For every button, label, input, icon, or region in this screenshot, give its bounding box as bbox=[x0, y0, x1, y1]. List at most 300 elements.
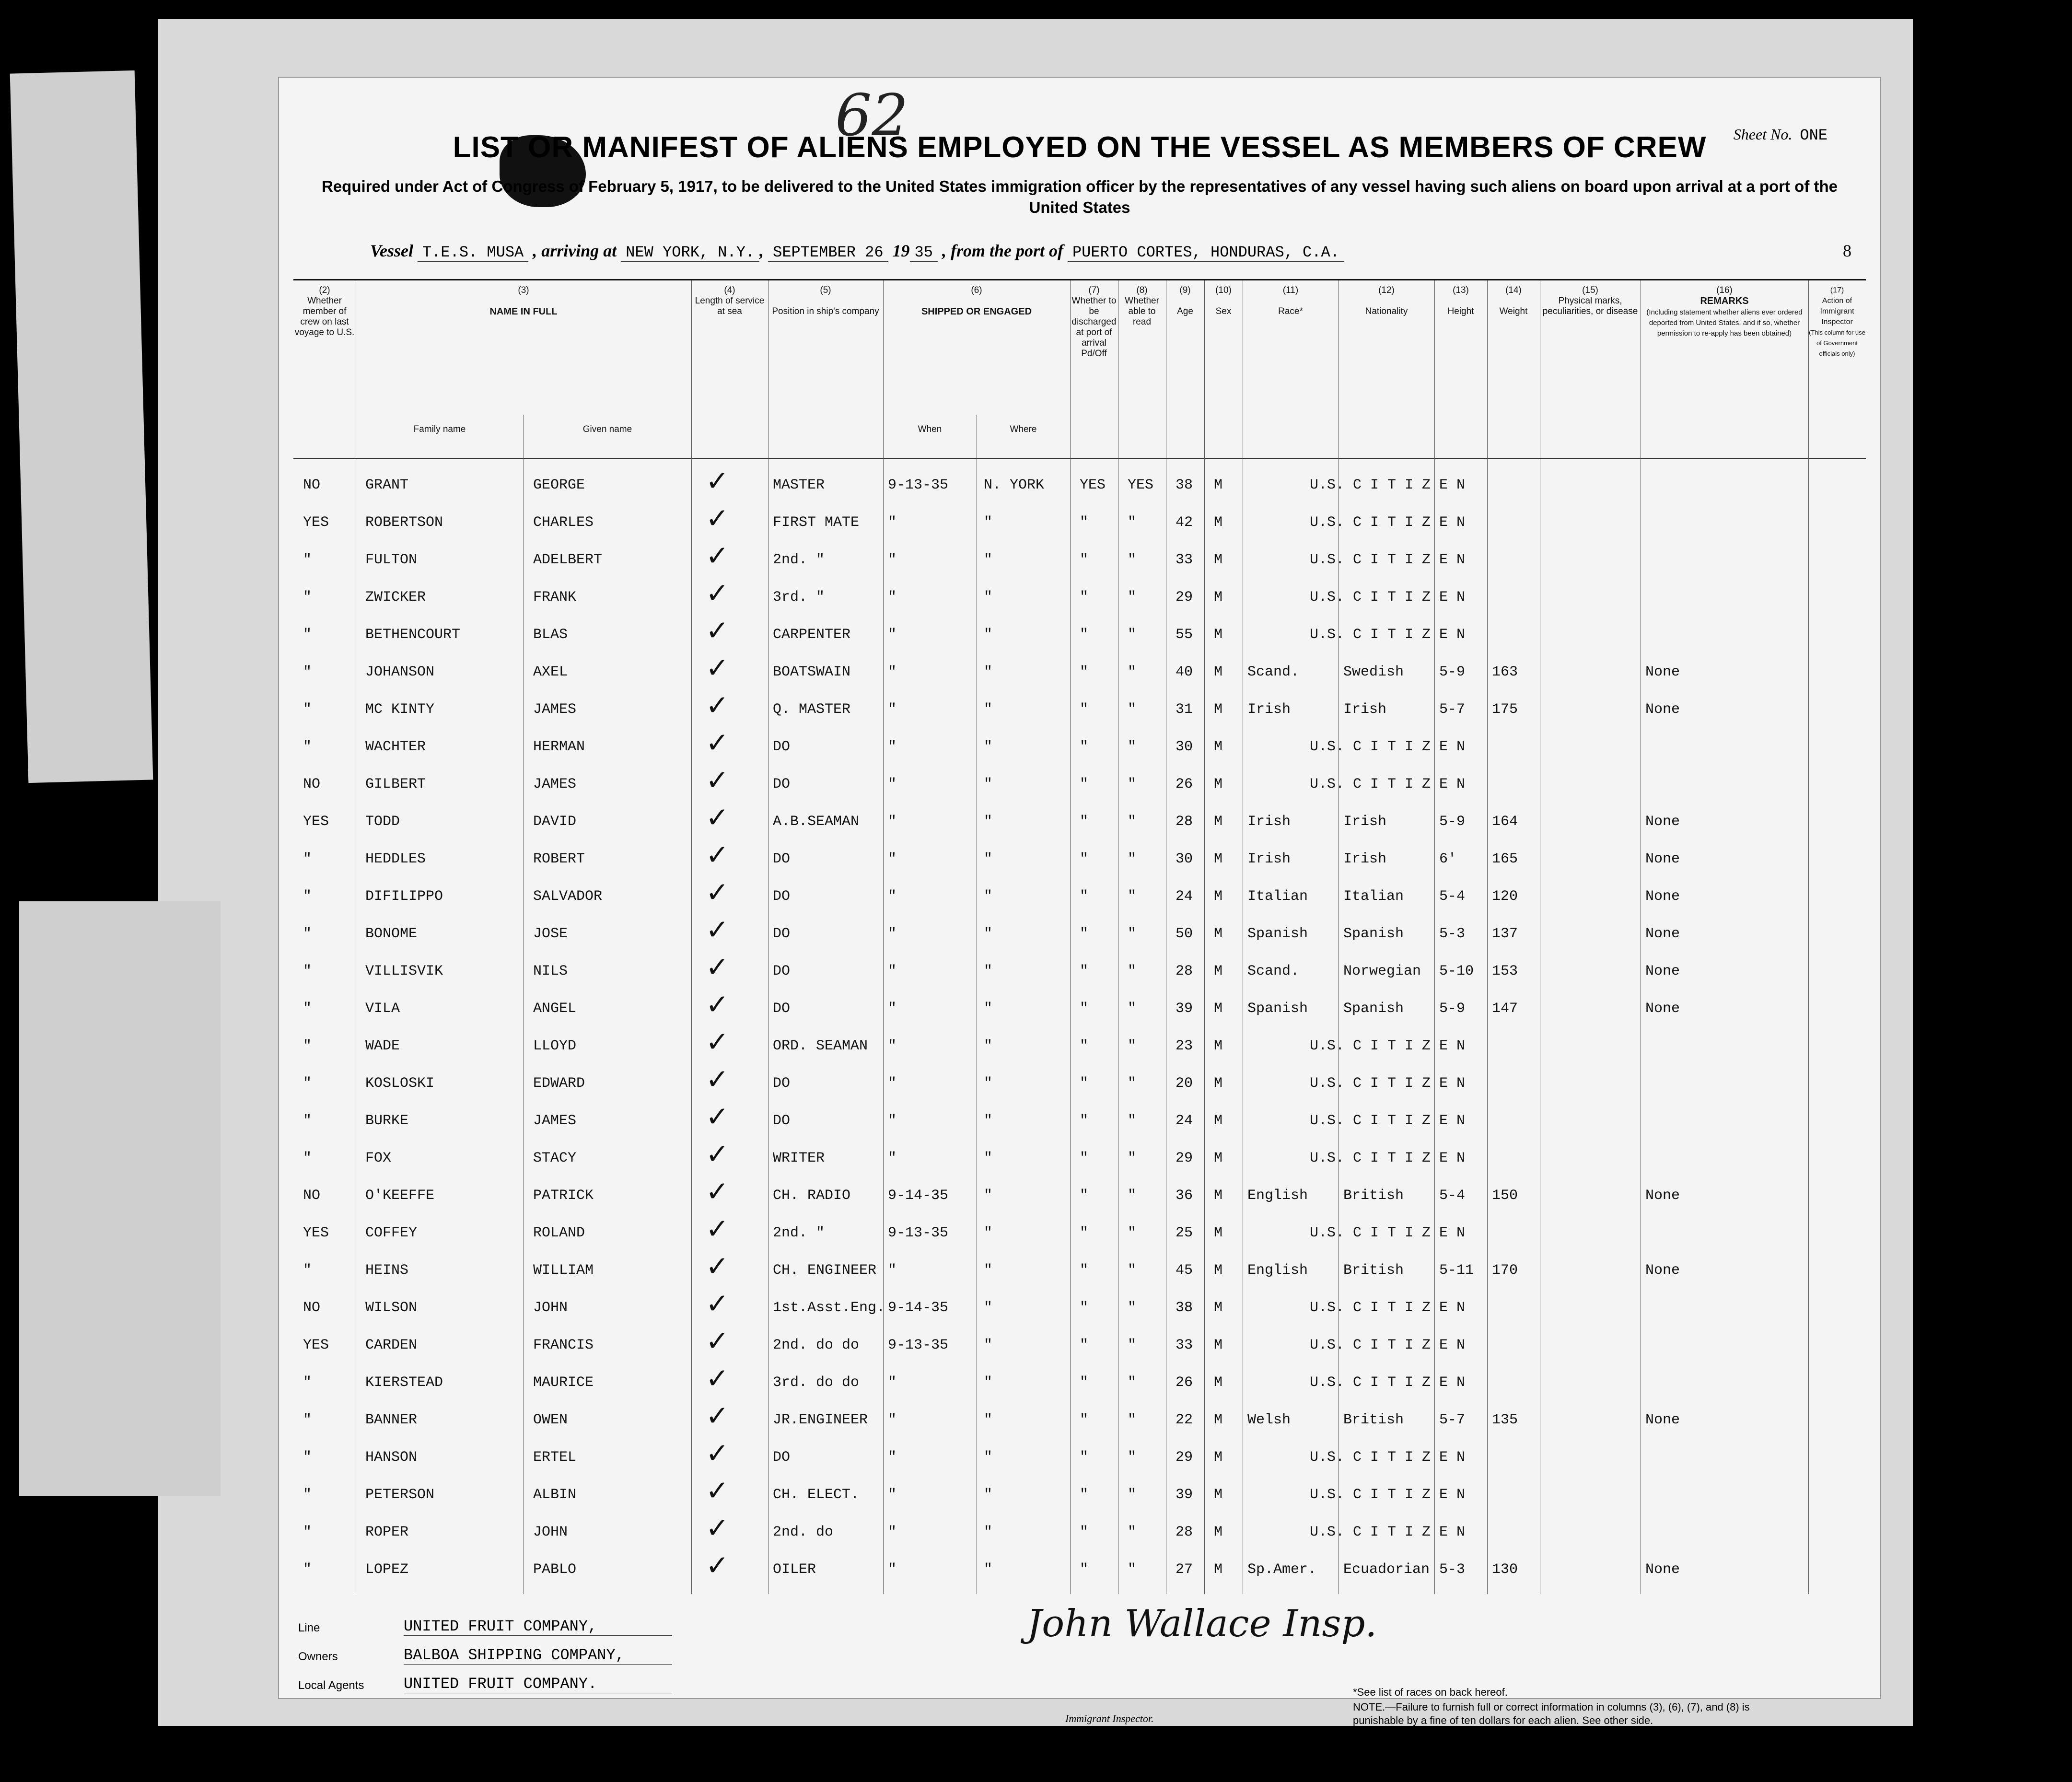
cell-position: WRITER bbox=[773, 1150, 825, 1166]
cell-when: " bbox=[888, 851, 897, 867]
sheet-value: ONE bbox=[1800, 127, 1828, 144]
cell-position: JR.ENGINEER bbox=[773, 1412, 868, 1428]
cell-sex: M bbox=[1214, 514, 1223, 531]
col-position: (5) Position in ship's company bbox=[772, 285, 879, 316]
cell-family: CARDEN bbox=[365, 1337, 418, 1353]
cell-weight: 147 bbox=[1492, 1001, 1518, 1017]
col-prev-voyage: (2) Whether member of crew on last voyage to U.S. bbox=[294, 285, 355, 338]
cell-remarks: None bbox=[1645, 888, 1680, 905]
cell-where: " bbox=[984, 739, 993, 755]
cell-age: 25 bbox=[1176, 1225, 1193, 1241]
cell-disch: " bbox=[1080, 1487, 1089, 1503]
agents-field: Local Agents UNITED FRUIT COMPANY. bbox=[298, 1679, 364, 1692]
table-row bbox=[293, 1549, 1866, 1589]
cell-when: " bbox=[888, 888, 897, 905]
table-row bbox=[293, 1175, 1866, 1215]
cell-when: " bbox=[888, 1150, 897, 1166]
cell-prev: " bbox=[303, 701, 312, 718]
table-row bbox=[293, 1514, 1866, 1552]
cell-read: " bbox=[1128, 1449, 1137, 1466]
cell-disch: " bbox=[1080, 701, 1089, 718]
cell-family: ZWICKER bbox=[365, 589, 426, 606]
cell-family: O'KEEFFE bbox=[365, 1188, 435, 1204]
cell-when: 9-13-35 bbox=[888, 1337, 949, 1353]
cell-remarks: None bbox=[1645, 1001, 1680, 1017]
cell-race: Irish bbox=[1247, 851, 1291, 867]
cell-read: " bbox=[1128, 1150, 1137, 1166]
cell-disch: " bbox=[1080, 514, 1089, 531]
inspector-label: Immigrant Inspector. bbox=[1065, 1712, 1154, 1724]
table-row bbox=[293, 539, 1866, 580]
cell-nationality: U.S. C I T I Z E N bbox=[1310, 1524, 1466, 1540]
check-mark-icon: ✓ bbox=[706, 839, 729, 871]
cell-where: " bbox=[984, 514, 993, 531]
cell-given: AXEL bbox=[533, 664, 568, 680]
cell-sex: M bbox=[1214, 888, 1223, 905]
sheet-label: Sheet No. bbox=[1733, 126, 1793, 143]
cell-read: " bbox=[1128, 627, 1137, 643]
cell-position: DO bbox=[773, 739, 791, 755]
cell-nationality: Swedish bbox=[1343, 664, 1404, 680]
cell-read: " bbox=[1128, 1561, 1137, 1578]
cell-height: 5-3 bbox=[1439, 1561, 1466, 1578]
cell-family: BETHENCOURT bbox=[365, 627, 461, 643]
cell-remarks: None bbox=[1645, 926, 1680, 942]
vessel-label: Vessel bbox=[370, 241, 413, 260]
cell-race: Scand. bbox=[1247, 963, 1300, 979]
cell-disch: " bbox=[1080, 1300, 1089, 1316]
col-shipped: (6) SHIPPED OR ENGAGED bbox=[921, 285, 1032, 317]
cell-position: CH. RADIO bbox=[773, 1188, 851, 1204]
arriving-port: NEW YORK, N.Y. bbox=[621, 244, 759, 262]
cell-where: " bbox=[984, 1262, 993, 1279]
cell-disch: " bbox=[1080, 627, 1089, 643]
cell-where: " bbox=[984, 1449, 993, 1466]
table-row bbox=[293, 1212, 1866, 1253]
cell-prev: YES bbox=[303, 814, 329, 830]
check-mark-icon: ✓ bbox=[706, 801, 729, 834]
cell-age: 28 bbox=[1176, 814, 1193, 830]
cell-sex: M bbox=[1214, 814, 1223, 830]
cell-position: CH. ELECT. bbox=[773, 1487, 860, 1503]
cell-race: Spanish bbox=[1247, 1001, 1308, 1017]
cell-read: " bbox=[1128, 552, 1137, 568]
cell-nationality: Irish bbox=[1343, 701, 1387, 718]
cell-position: DO bbox=[773, 1001, 791, 1017]
cell-nationality: U.S. C I T I Z E N bbox=[1310, 477, 1466, 493]
cell-nationality: U.S. C I T I Z E N bbox=[1310, 1075, 1466, 1092]
cell-read: " bbox=[1128, 1225, 1137, 1241]
cell-prev: " bbox=[303, 1524, 312, 1540]
cell-family: WACHTER bbox=[365, 739, 426, 755]
cell-age: 33 bbox=[1176, 552, 1193, 568]
col-family-name: Family name bbox=[413, 424, 466, 434]
col-weight: (14) Weight bbox=[1499, 285, 1528, 316]
cell-sex: M bbox=[1214, 1262, 1223, 1279]
cell-when: " bbox=[888, 1412, 897, 1428]
cell-family: TODD bbox=[365, 814, 400, 830]
cell-prev: " bbox=[303, 1113, 312, 1129]
cell-position: 2nd. do do bbox=[773, 1337, 860, 1353]
cell-when: " bbox=[888, 926, 897, 942]
cell-sex: M bbox=[1214, 477, 1223, 493]
cell-given: OWEN bbox=[533, 1412, 568, 1428]
cell-when: " bbox=[888, 627, 897, 643]
table-row bbox=[293, 841, 1866, 879]
cell-when: 9-14-35 bbox=[888, 1300, 949, 1316]
cell-read: " bbox=[1128, 1337, 1137, 1353]
cell-disch: " bbox=[1080, 1038, 1089, 1054]
cell-family: DIFILIPPO bbox=[365, 888, 443, 905]
cell-disch: " bbox=[1080, 1412, 1089, 1428]
check-mark-icon: ✓ bbox=[706, 988, 729, 1021]
cell-where: " bbox=[984, 627, 993, 643]
cell-position: DO bbox=[773, 1113, 791, 1129]
cell-family: BANNER bbox=[365, 1412, 418, 1428]
cell-disch: YES bbox=[1080, 477, 1106, 493]
cell-race: Irish bbox=[1247, 701, 1291, 718]
cell-where: " bbox=[984, 776, 993, 792]
cell-prev: " bbox=[303, 627, 312, 643]
cell-remarks: None bbox=[1645, 1561, 1680, 1578]
cell-where: " bbox=[984, 1337, 993, 1353]
cell-age: 42 bbox=[1176, 514, 1193, 531]
cell-position: MASTER bbox=[773, 477, 825, 493]
cell-given: JAMES bbox=[533, 701, 577, 718]
check-mark-icon: ✓ bbox=[706, 1212, 729, 1245]
cell-disch: " bbox=[1080, 1113, 1089, 1129]
cell-sex: M bbox=[1214, 1561, 1223, 1578]
cell-prev: " bbox=[303, 1412, 312, 1428]
cell-remarks: None bbox=[1645, 1412, 1680, 1428]
cell-age: 22 bbox=[1176, 1412, 1193, 1428]
cell-where: " bbox=[984, 926, 993, 942]
col-length-service: (4) Length of service at sea bbox=[695, 285, 765, 316]
cell-when: " bbox=[888, 814, 897, 830]
cell-sex: M bbox=[1214, 1038, 1223, 1054]
cell-where: " bbox=[984, 1524, 993, 1540]
cell-race: Irish bbox=[1247, 814, 1291, 830]
cell-race: Sp.Amer. bbox=[1247, 1561, 1317, 1578]
cell-family: JOHANSON bbox=[365, 664, 435, 680]
col-where: Where bbox=[1010, 424, 1037, 434]
cell-position: 2nd. " bbox=[773, 1225, 825, 1241]
cell-given: GEORGE bbox=[533, 477, 585, 493]
cell-nationality: U.S. C I T I Z E N bbox=[1310, 776, 1466, 792]
cell-sex: M bbox=[1214, 1225, 1223, 1241]
cell-weight: 165 bbox=[1492, 851, 1518, 867]
cell-given: ERTEL bbox=[533, 1449, 577, 1466]
cell-when: " bbox=[888, 1262, 897, 1279]
col-given-name: Given name bbox=[582, 424, 632, 434]
cell-age: 33 bbox=[1176, 1337, 1193, 1353]
cell-given: SALVADOR bbox=[533, 888, 603, 905]
cell-family: GRANT bbox=[365, 477, 409, 493]
cell-where: " bbox=[984, 589, 993, 606]
cell-position: OILER bbox=[773, 1561, 816, 1578]
cell-race: Welsh bbox=[1247, 1412, 1291, 1428]
cell-remarks: None bbox=[1645, 701, 1680, 718]
cell-age: 26 bbox=[1176, 1374, 1193, 1391]
table-row bbox=[293, 988, 1866, 1028]
cell-sex: M bbox=[1214, 926, 1223, 942]
cell-age: 30 bbox=[1176, 851, 1193, 867]
cell-where: " bbox=[984, 1075, 993, 1092]
cell-weight: 130 bbox=[1492, 1561, 1518, 1578]
cell-when: 9-13-35 bbox=[888, 1225, 949, 1241]
cell-age: 27 bbox=[1176, 1561, 1193, 1578]
table-row bbox=[293, 1138, 1866, 1178]
cell-sex: M bbox=[1214, 664, 1223, 680]
cell-when: " bbox=[888, 664, 897, 680]
attached-slip-bottom bbox=[19, 901, 221, 1496]
cell-race: English bbox=[1247, 1188, 1308, 1204]
cell-age: 28 bbox=[1176, 1524, 1193, 1540]
cell-when: " bbox=[888, 1524, 897, 1540]
cell-where: " bbox=[984, 1113, 993, 1129]
cell-position: ORD. SEAMAN bbox=[773, 1038, 868, 1054]
cell-given: BLAS bbox=[533, 627, 568, 643]
cell-family: BONOME bbox=[365, 926, 418, 942]
cell-where: " bbox=[984, 552, 993, 568]
cell-race: Spanish bbox=[1247, 926, 1308, 942]
cell-prev: " bbox=[303, 1038, 312, 1054]
cell-weight: 150 bbox=[1492, 1188, 1518, 1204]
table-row bbox=[293, 1287, 1866, 1328]
cell-age: 29 bbox=[1176, 1150, 1193, 1166]
cell-read: " bbox=[1128, 1524, 1137, 1540]
cell-weight: 175 bbox=[1492, 701, 1518, 718]
cell-prev: " bbox=[303, 1561, 312, 1578]
cell-given: NILS bbox=[533, 963, 568, 979]
cell-nationality: Spanish bbox=[1343, 926, 1404, 942]
check-mark-icon: ✓ bbox=[706, 913, 729, 946]
cell-sex: M bbox=[1214, 589, 1223, 606]
cell-family: FULTON bbox=[365, 552, 418, 568]
cell-age: 55 bbox=[1176, 627, 1193, 643]
cell-when: " bbox=[888, 701, 897, 718]
check-mark-icon: ✓ bbox=[706, 614, 729, 647]
cell-when: " bbox=[888, 963, 897, 979]
page-title: LIST OR MANIFEST OF ALIENS EMPLOYED ON THE VESSEL AS MEMBERS OF CREW bbox=[453, 131, 1707, 164]
cell-when: " bbox=[888, 1487, 897, 1503]
cell-given: PATRICK bbox=[533, 1188, 594, 1204]
cell-nationality: U.S. C I T I Z E N bbox=[1310, 627, 1466, 643]
cell-height: 5-9 bbox=[1439, 664, 1466, 680]
cell-sex: M bbox=[1214, 1113, 1223, 1129]
cell-nationality: Irish bbox=[1343, 814, 1387, 830]
cell-age: 23 bbox=[1176, 1038, 1193, 1054]
cell-sex: M bbox=[1214, 776, 1223, 792]
cell-prev: YES bbox=[303, 514, 329, 531]
cell-given: JOHN bbox=[533, 1300, 568, 1316]
cell-read: " bbox=[1128, 776, 1137, 792]
cell-age: 31 bbox=[1176, 701, 1193, 718]
col-age: (9) Age bbox=[1177, 285, 1193, 316]
col-remarks: (16) REMARKS (Including statement whether aliens ever ordered deported from United States, and if so, whether permission to re-apply has been obtained) bbox=[1646, 285, 1803, 338]
cell-height: 5-4 bbox=[1439, 888, 1466, 905]
cell-age: 30 bbox=[1176, 739, 1193, 755]
table-row bbox=[293, 1474, 1866, 1514]
cell-disch: " bbox=[1080, 926, 1089, 942]
cell-age: 38 bbox=[1176, 1300, 1193, 1316]
cell-height: 5-10 bbox=[1439, 963, 1474, 979]
cell-read: " bbox=[1128, 1001, 1137, 1017]
check-mark-icon: ✓ bbox=[706, 1063, 729, 1095]
cell-weight: 137 bbox=[1492, 926, 1518, 942]
cell-position: 3rd. do do bbox=[773, 1374, 860, 1391]
check-mark-icon: ✓ bbox=[706, 1175, 729, 1208]
cell-prev: " bbox=[303, 1262, 312, 1279]
col-height: (13) Height bbox=[1447, 285, 1474, 316]
cell-when: " bbox=[888, 589, 897, 606]
cell-where: " bbox=[984, 1374, 993, 1391]
cell-when: " bbox=[888, 552, 897, 568]
cell-sex: M bbox=[1214, 701, 1223, 718]
cell-nationality: U.S. C I T I Z E N bbox=[1310, 1337, 1466, 1353]
cell-given: FRANCIS bbox=[533, 1337, 594, 1353]
cell-given: LLOYD bbox=[533, 1038, 577, 1054]
cell-family: LOPEZ bbox=[365, 1561, 409, 1578]
cell-given: MAURICE bbox=[533, 1374, 594, 1391]
cell-when: " bbox=[888, 1374, 897, 1391]
cell-age: 28 bbox=[1176, 963, 1193, 979]
cell-position: DO bbox=[773, 1075, 791, 1092]
cell-position: Q. MASTER bbox=[773, 701, 851, 718]
cell-read: " bbox=[1128, 1300, 1137, 1316]
cell-disch: " bbox=[1080, 739, 1089, 755]
check-mark-icon: ✓ bbox=[706, 1025, 729, 1058]
arrival-year: 35 bbox=[910, 244, 938, 262]
cell-given: ALBIN bbox=[533, 1487, 577, 1503]
cell-where: " bbox=[984, 963, 993, 979]
cell-remarks: None bbox=[1645, 963, 1680, 979]
cell-position: A.B.SEAMAN bbox=[773, 814, 860, 830]
cell-age: 40 bbox=[1176, 664, 1193, 680]
cell-nationality: U.S. C I T I Z E N bbox=[1310, 552, 1466, 568]
table-header bbox=[293, 280, 1866, 459]
col-inspector-action: (17) Action of Immigrant Inspector (This column for use of Government officials only) bbox=[1809, 286, 1865, 357]
cell-disch: " bbox=[1080, 851, 1089, 867]
cell-height: 5-7 bbox=[1439, 1412, 1466, 1428]
cell-given: EDWARD bbox=[533, 1075, 585, 1092]
table-row bbox=[293, 1362, 1866, 1402]
cell-given: FRANK bbox=[533, 589, 577, 606]
table-row bbox=[293, 1025, 1866, 1066]
table-row bbox=[293, 764, 1866, 804]
cell-prev: " bbox=[303, 1374, 312, 1391]
inspector-signature: John Wallace Insp. bbox=[1027, 1602, 1377, 1645]
cell-sex: M bbox=[1214, 1337, 1223, 1353]
cell-when: 9-13-35 bbox=[888, 477, 949, 493]
cell-nationality: U.S. C I T I Z E N bbox=[1310, 1225, 1466, 1241]
cell-family: PETERSON bbox=[365, 1487, 435, 1503]
table-row bbox=[293, 577, 1866, 617]
cell-family: COFFEY bbox=[365, 1225, 418, 1241]
cell-read: " bbox=[1128, 1487, 1137, 1503]
cell-race: Scand. bbox=[1247, 664, 1300, 680]
cell-given: JAMES bbox=[533, 776, 577, 792]
cell-nationality: U.S. C I T I Z E N bbox=[1310, 739, 1466, 755]
cell-nationality: Spanish bbox=[1343, 1001, 1404, 1017]
cell-family: ROPER bbox=[365, 1524, 409, 1540]
check-mark-icon: ✓ bbox=[706, 1250, 729, 1282]
cell-prev: " bbox=[303, 552, 312, 568]
cell-weight: 163 bbox=[1492, 664, 1518, 680]
cell-nationality: Italian bbox=[1343, 888, 1404, 905]
cell-family: WILSON bbox=[365, 1300, 418, 1316]
cell-position: DO bbox=[773, 963, 791, 979]
table-row bbox=[293, 876, 1866, 916]
cell-sex: M bbox=[1214, 1412, 1223, 1428]
fine-note: NOTE.—Failure to furnish full or correct information in columns (3), (6), (7), and (8) is punishable by a fine of ten dollars for each alien. See other side. bbox=[1353, 1701, 1750, 1726]
cell-prev: NO bbox=[303, 1188, 321, 1204]
cell-age: 36 bbox=[1176, 1188, 1193, 1204]
cell-disch: " bbox=[1080, 1262, 1089, 1279]
cell-race: Italian bbox=[1247, 888, 1308, 905]
cell-prev: " bbox=[303, 888, 312, 905]
arriving-label: , arriving at bbox=[533, 241, 617, 260]
check-mark-icon: ✓ bbox=[706, 689, 729, 722]
cell-prev: " bbox=[303, 589, 312, 606]
check-mark-icon: ✓ bbox=[706, 876, 729, 908]
cell-given: CHARLES bbox=[533, 514, 594, 531]
cell-where: " bbox=[984, 664, 993, 680]
cell-nationality: Norwegian bbox=[1343, 963, 1421, 979]
cell-age: 20 bbox=[1176, 1075, 1193, 1092]
cell-disch: " bbox=[1080, 664, 1089, 680]
cell-sex: M bbox=[1214, 1075, 1223, 1092]
check-mark-icon: ✓ bbox=[706, 1549, 729, 1582]
from-label: , from the port of bbox=[942, 241, 1063, 260]
cell-family: HEDDLES bbox=[365, 851, 426, 867]
cell-disch: " bbox=[1080, 1225, 1089, 1241]
cell-read: " bbox=[1128, 589, 1137, 606]
handwritten-number: 62 bbox=[835, 82, 908, 149]
cell-read: " bbox=[1128, 926, 1137, 942]
check-mark-icon: ✓ bbox=[706, 1474, 729, 1507]
cell-age: 50 bbox=[1176, 926, 1193, 942]
cell-family: GILBERT bbox=[365, 776, 426, 792]
cell-read: " bbox=[1128, 514, 1137, 531]
cell-disch: " bbox=[1080, 1449, 1089, 1466]
cell-position: 2nd. do bbox=[773, 1524, 834, 1540]
cell-remarks: None bbox=[1645, 1188, 1680, 1204]
cell-age: 39 bbox=[1176, 1487, 1193, 1503]
cell-remarks: None bbox=[1645, 1262, 1680, 1279]
cell-sex: M bbox=[1214, 1524, 1223, 1540]
vessel-line: Vessel T.E.S. MUSA , arriving at NEW YORK, N.Y. , SEPTEMBER 26 19 35 , from the port of PUERTO CORTES, HONDURAS, C.A. 8 bbox=[370, 241, 1851, 261]
check-mark-icon: ✓ bbox=[706, 726, 729, 759]
cell-family: WADE bbox=[365, 1038, 400, 1054]
cell-disch: " bbox=[1080, 1561, 1089, 1578]
attached-slip-top bbox=[10, 70, 153, 783]
cell-where: " bbox=[984, 1412, 993, 1428]
cell-nationality: U.S. C I T I Z E N bbox=[1310, 1449, 1466, 1466]
cell-disch: " bbox=[1080, 776, 1089, 792]
cell-sex: M bbox=[1214, 1001, 1223, 1017]
check-mark-icon: ✓ bbox=[706, 1399, 729, 1432]
cell-disch: " bbox=[1080, 814, 1089, 830]
cell-weight: 164 bbox=[1492, 814, 1518, 830]
cell-given: ROBERT bbox=[533, 851, 585, 867]
cell-read: " bbox=[1128, 851, 1137, 867]
cell-position: DO bbox=[773, 1449, 791, 1466]
cell-family: HEINS bbox=[365, 1262, 409, 1279]
check-mark-icon: ✓ bbox=[706, 465, 729, 497]
cell-nationality: British bbox=[1343, 1188, 1404, 1204]
cell-nationality: Ecuadorian bbox=[1343, 1561, 1430, 1578]
